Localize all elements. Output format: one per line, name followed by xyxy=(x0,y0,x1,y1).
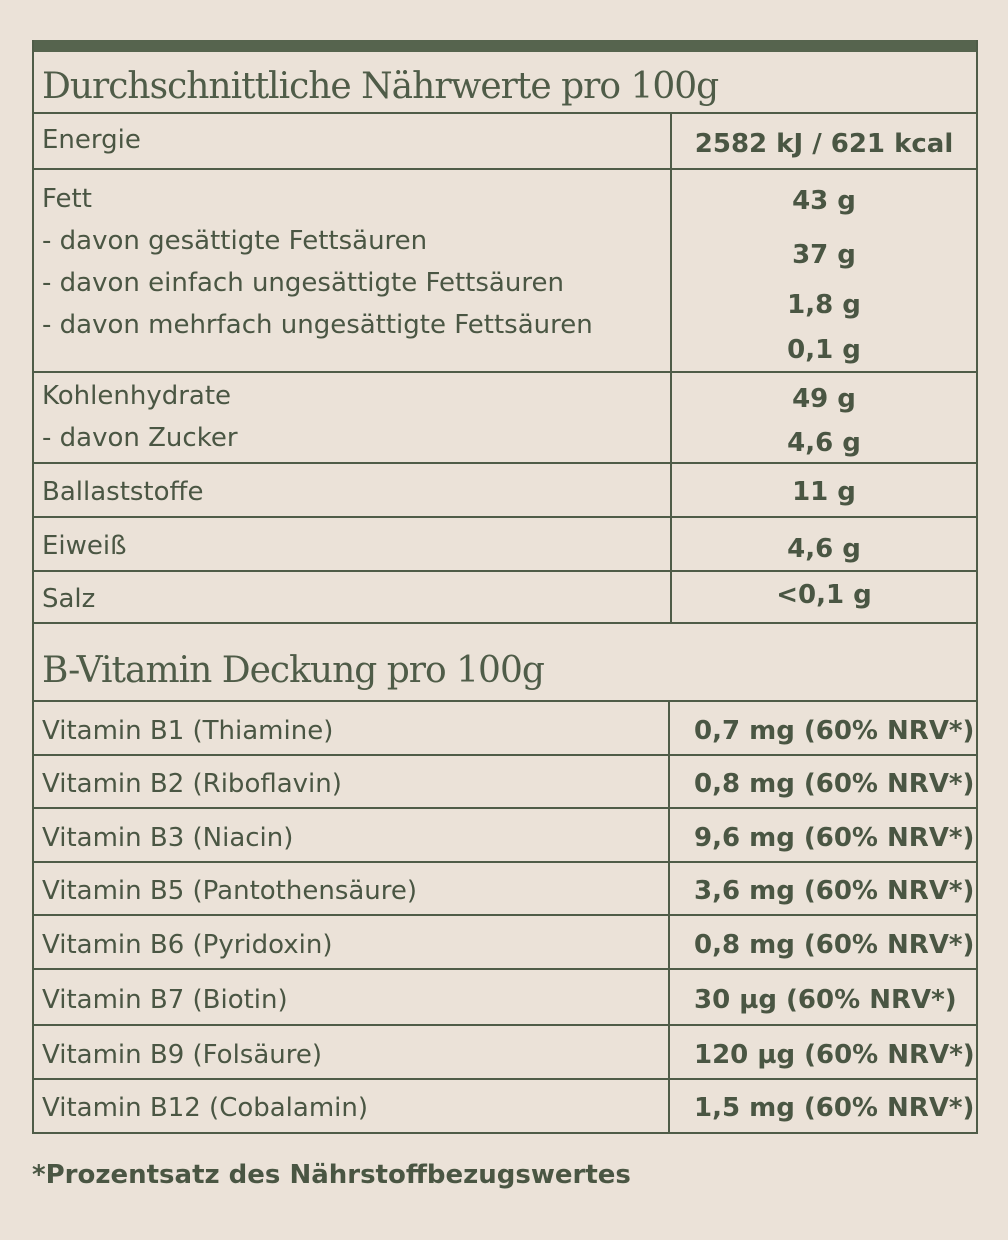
vitamin-row xyxy=(34,1080,976,1132)
fat-value: 43 g xyxy=(792,186,856,216)
vitamin-value: 120 µg (60% NRV*) xyxy=(694,1040,975,1070)
vitamin-label: Vitamin B5 (Pantothensäure) xyxy=(42,876,418,906)
vitamin-row xyxy=(34,756,976,809)
mono-unsaturated-fat-value: 1,8 g xyxy=(787,290,861,320)
vitamin-row xyxy=(34,1026,976,1080)
fat-row xyxy=(34,170,976,373)
nutrition-table xyxy=(32,40,978,1134)
vitamin-row xyxy=(34,863,976,916)
vitamin-label: Vitamin B6 (Pyridoxin) xyxy=(42,930,333,960)
salt-value: <0,1 g xyxy=(776,580,872,610)
vitamin-value: 0,8 mg (60% NRV*) xyxy=(694,930,975,960)
vitamin-value: 30 µg (60% NRV*) xyxy=(694,985,957,1015)
energy-label: Energie xyxy=(42,125,141,155)
protein-value: 4,6 g xyxy=(787,534,861,564)
vitamin-value: 1,5 mg (60% NRV*) xyxy=(694,1093,975,1123)
footnote: *Prozentsatz des Nährstoffbezugswertes xyxy=(32,1160,631,1190)
top-accent-bar xyxy=(34,40,976,52)
mono-unsaturated-fat-label: - davon einfach ungesättigte Fettsäuren xyxy=(42,268,564,298)
sugar-label: - davon Zucker xyxy=(42,423,238,453)
energy-value: 2582 kJ / 621 kcal xyxy=(694,129,954,159)
protein-label: Eiweiß xyxy=(42,531,127,561)
carbs-row xyxy=(34,373,976,464)
vitamin-value: 0,8 mg (60% NRV*) xyxy=(694,769,975,799)
saturated-fat-value: 37 g xyxy=(792,240,856,270)
vitamin-row xyxy=(34,809,976,863)
vitamin-label: Vitamin B3 (Niacin) xyxy=(42,823,294,853)
fiber-label: Ballaststoffe xyxy=(42,477,204,507)
fiber-value: 11 g xyxy=(792,477,856,507)
vitamin-label: Vitamin B7 (Biotin) xyxy=(42,985,288,1015)
vitamin-row xyxy=(34,916,976,970)
vitamin-rows xyxy=(34,702,976,1132)
poly-unsaturated-fat-label: - davon mehrfach ungesättigte Fettsäuren xyxy=(42,310,593,340)
fat-label: Fett xyxy=(42,184,92,214)
saturated-fat-label: - davon gesättigte Fettsäuren xyxy=(42,226,428,256)
vitamin-value: 9,6 mg (60% NRV*) xyxy=(694,823,975,853)
vitamin-row xyxy=(34,702,976,756)
fiber-row xyxy=(34,464,976,518)
vitamin-label: Vitamin B9 (Folsäure) xyxy=(42,1040,323,1070)
energy-row xyxy=(34,114,976,170)
protein-row xyxy=(34,518,976,572)
vitamin-value: 0,7 mg (60% NRV*) xyxy=(694,716,975,746)
vitamin-label: Vitamin B2 (Riboflavin) xyxy=(42,769,342,799)
vitamin-value: 3,6 mg (60% NRV*) xyxy=(694,876,975,906)
nutrition-title: Durchschnittliche Nährwerte pro 100g xyxy=(34,52,976,114)
vitamin-label: Vitamin B1 (Thiamine) xyxy=(42,716,334,746)
vitamins-title: B-Vitamin Deckung pro 100g xyxy=(34,624,976,702)
vitamin-label: Vitamin B12 (Cobalamin) xyxy=(42,1093,369,1123)
carbs-value: 49 g xyxy=(792,384,856,414)
sugar-value: 4,6 g xyxy=(787,428,861,458)
salt-row xyxy=(34,572,976,624)
carbs-label: Kohlenhydrate xyxy=(42,381,232,411)
salt-label: Salz xyxy=(42,584,96,614)
poly-unsaturated-fat-value: 0,1 g xyxy=(787,335,861,365)
vitamin-row xyxy=(34,970,976,1026)
